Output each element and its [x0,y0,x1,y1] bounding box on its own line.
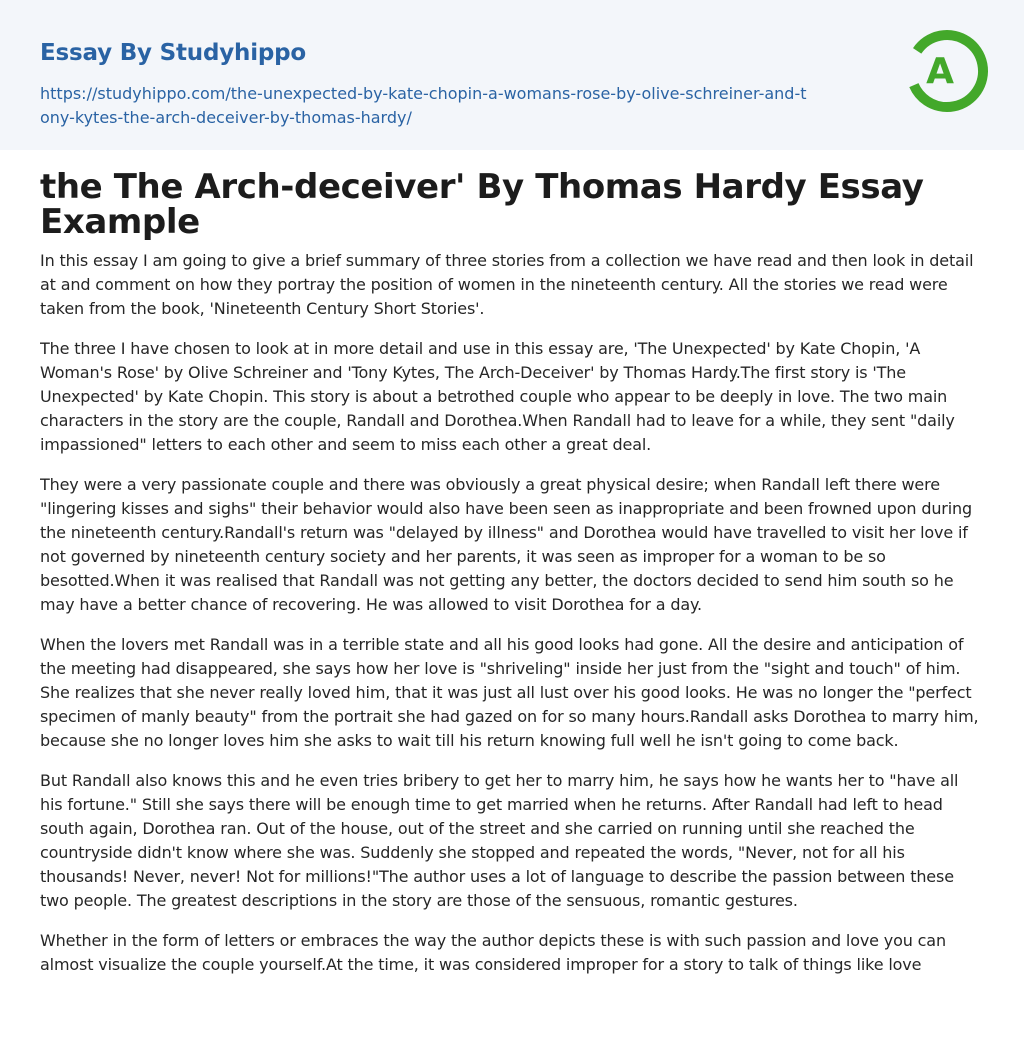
essay-paragraph: Whether in the form of letters or embraces the way the author depicts these is with such passion and love you can almost visualize the couple yourself.At the time, it was considered improper for a story to talk of things like love [40,931,946,974]
essay-paragraph: In this essay I am going to give a brief summary of three stories from a collection we have read and then look in detail at and comment on how they portray the position of women in the nineteenth century. All the stories we read were taken from the book, 'Nineteenth Century Short Stories'. [40,251,974,318]
essay-body [40,249,984,1058]
site-brand[interactable]: Essay By Studyhippo [40,40,307,66]
essay-paragraph: They were a very passionate couple and there was obviously a great physical desire; when Randall left there were "lingering kisses and sighs" their behavior would also have been seen as inappropriate and been frowned upon during the nineteenth century.Randall's return was "delayed by illness" and Dorothea would have travelled to visit her love if not governed by nineteenth century society and her parents, it was seen as improper for a woman to be so besotted.When it was realised that Randall was not getting any better, the doctors decided to send him south so he may have a better chance of recovering. He was allowed to visit Dorothea for a day. [40,475,973,614]
logo-letter: A [926,51,954,92]
essay-paragraph: The three I have chosen to look at in more detail and use in this essay are, 'The Unexpected' by Kate Chopin, 'A Woman's Rose' by Olive Schreiner and 'Tony Kytes, The Arch-Deceiver' by Thomas Hardy.The first story is 'The Unexpected' by Kate Chopin. This story is about a betrothed couple who appear to be deeply in love. The two main characters in the story are the couple, Randall and Dorothea.When Randall had to leave for a while, they sent "daily impassioned" letters to each other and seem to miss each other a great deal. [40,339,955,454]
studyhippo-logo[interactable] [904,28,990,114]
source-url-link[interactable]: https://studyhippo.com/the-unexpected-by-kate-chopin-a-womans-rose-by-olive-schreiner-and-tony-kytes-the-arch-deceiver-by-thomas-hardy/ [40,84,807,127]
essay-paragraph: When the lovers met Randall was in a terrible state and all his good looks had gone. All the desire and anticipation of the meeting had disappeared, she says how her love is "shriveling" inside her just from the "sight and touch" of him. She realizes that she never really loved him, that it was just all lust over his good looks. He was no longer the "perfect specimen of manly beauty" from the portrait she had gazed on for so many hours.Randall asks Dorothea to marry him, because she no longer loves him she asks to wait till his return knowing full well he isn't going to come back. [40,635,979,750]
page-title: the The Arch-deceiver' By Thomas Hardy Essay Example [40,167,924,242]
essay-paragraph: But Randall also knows this and he even tries bribery to get her to marry him, he says how he wants her to "have all his fortune." Still she says there will be enough time to get married when he returns. After Randall had left to head south again, Dorothea ran. Out of the house, out of the street and she carried on running until she reached the countryside didn't know where she was. Suddenly she stopped and repeated the words, "Never, not for all his thousands! Never, never! Not for millions!"The author uses a lot of language to describe the passion between these two people. The greatest descriptions in the story are those of the sensuous, romantic gestures. [40,771,959,910]
site-header [0,0,1024,150]
